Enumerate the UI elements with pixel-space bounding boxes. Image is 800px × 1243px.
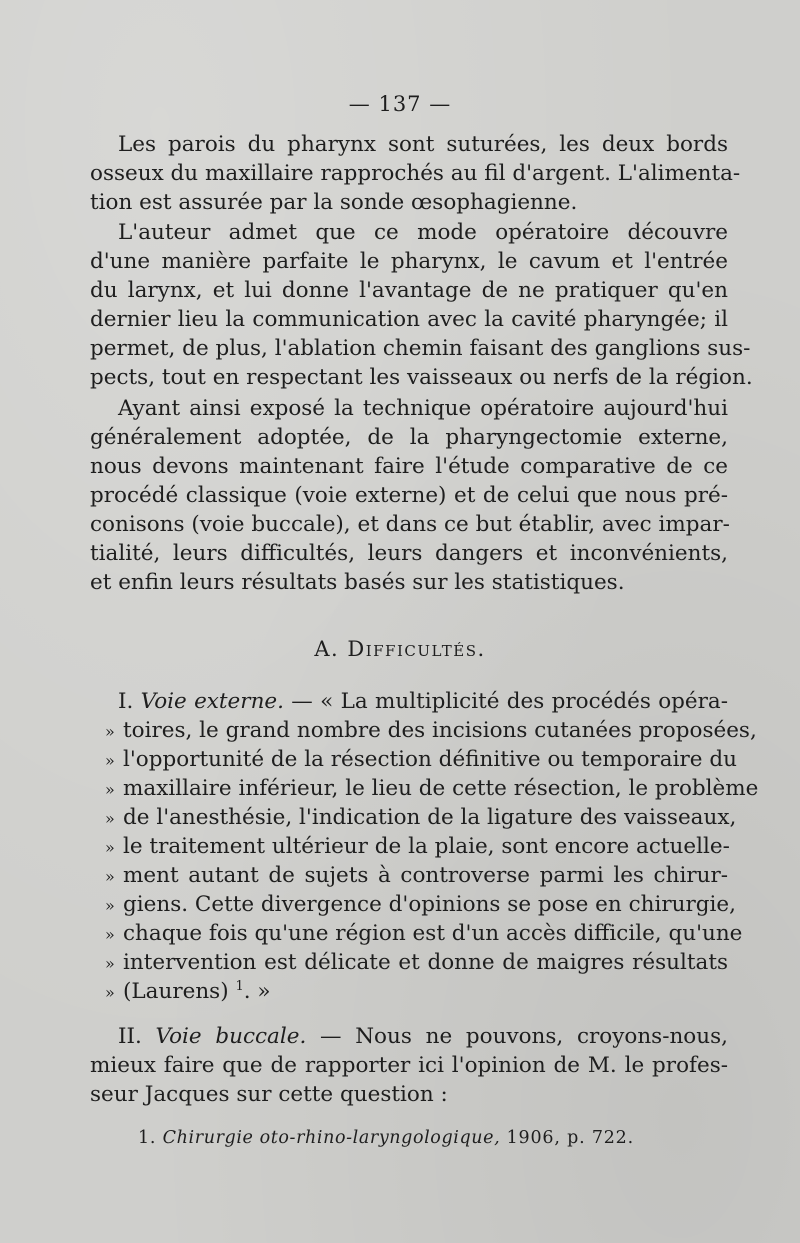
section-number: I. bbox=[118, 689, 134, 714]
quote-marker: » bbox=[105, 983, 115, 1002]
quote-line bbox=[105, 803, 737, 833]
text-line: du larynx, et lui donne l'avantage de ne pratiquer qu'en bbox=[90, 278, 728, 303]
page-number: — 137 — bbox=[348, 92, 452, 116]
text-fragment: intervention est délicate et donne de maigres résultats bbox=[123, 950, 728, 975]
closing-quote: . » bbox=[243, 979, 271, 1004]
footnote bbox=[138, 1128, 634, 1148]
section-title: Voie externe. bbox=[140, 689, 284, 714]
text-fragment: chaque fois qu'une région est d'un accès difficile, qu'une bbox=[123, 921, 743, 946]
text-line: nous devons maintenant faire l'étude comparative de ce bbox=[90, 454, 728, 479]
section-number: II. bbox=[118, 1024, 142, 1049]
text-fragment: maxillaire inférieur, le lieu de cette résection, le problème bbox=[123, 776, 759, 801]
footnote-details: 1906, p. 722. bbox=[506, 1128, 634, 1148]
text-fragment: La multiplicité des procédés opéra- bbox=[340, 689, 728, 714]
text-fragment: giens. Cette divergence d'opinions se pose en chirurgie, bbox=[123, 892, 736, 917]
quote-marker: » bbox=[105, 925, 115, 944]
quote-line bbox=[105, 861, 728, 891]
text-line: conisons (voie buccale), et dans ce but établir, avec impar- bbox=[90, 512, 730, 537]
text-line: osseux du maxillaire rapprochés au fil d'argent. L'alimenta- bbox=[90, 161, 741, 186]
quote-line bbox=[105, 948, 728, 978]
quote-marker: » bbox=[105, 809, 115, 828]
quote-marker: » bbox=[105, 896, 115, 915]
text-line: L'auteur admet que ce mode opératoire découvre bbox=[118, 220, 728, 245]
quote-marker: » bbox=[105, 722, 115, 741]
footnote-reference: 1 bbox=[235, 978, 244, 994]
text-line: Les parois du pharynx sont suturées, les deux bords bbox=[118, 132, 728, 157]
section-title: Voie buccale. bbox=[155, 1024, 307, 1049]
text-fragment: toires, le grand nombre des incisions cutanées proposées, bbox=[123, 718, 757, 743]
quote-line bbox=[105, 774, 759, 804]
citation-author: (Laurens) bbox=[123, 979, 229, 1004]
dash-quote: — « bbox=[291, 689, 334, 714]
footnote-title: Chirurgie oto-rhino-laryngologique, bbox=[162, 1128, 501, 1148]
voie-buccale-first-line bbox=[90, 1022, 728, 1052]
text-fragment: ment autant de sujets à controverse parmi les chirur- bbox=[123, 863, 728, 888]
text-line: pects, tout en respectant les vaisseaux ou nerfs de la région. bbox=[90, 365, 753, 390]
text-line: et enfin leurs résultats basés sur les statistiques. bbox=[90, 570, 625, 595]
voie-externe-first-line bbox=[90, 687, 728, 717]
text-line: tion est assurée par la sonde œsophagienne. bbox=[90, 190, 578, 215]
text-fragment: de l'anesthésie, l'indication de la ligature des vaisseaux, bbox=[123, 805, 737, 830]
section-heading: A. Difficultés. bbox=[314, 637, 486, 661]
text-line: d'une manière parfaite le pharynx, le cavum et l'entrée bbox=[90, 249, 728, 274]
text-line: procédé classique (voie externe) et de celui que nous pré- bbox=[90, 483, 728, 508]
quote-marker: » bbox=[105, 954, 115, 973]
quote-line bbox=[105, 716, 757, 746]
quote-line bbox=[105, 745, 737, 775]
quote-marker: » bbox=[105, 751, 115, 770]
text-line: généralement adoptée, de la pharyngectomie externe, bbox=[90, 425, 728, 450]
text-fragment: le traitement ultérieur de la plaie, sont encore actuelle- bbox=[123, 834, 730, 859]
text-fragment: l'opportunité de la résection définitive ou temporaire du bbox=[123, 747, 737, 772]
text-line: tialité, leurs difficultés, leurs dangers et inconvénients, bbox=[90, 541, 728, 566]
quote-marker: » bbox=[105, 780, 115, 799]
text-line: Ayant ainsi exposé la technique opératoire aujourd'hui bbox=[118, 396, 728, 421]
quote-line bbox=[105, 890, 736, 920]
quote-line bbox=[105, 919, 743, 949]
quote-line bbox=[105, 832, 728, 862]
text-line: seur Jacques sur cette question : bbox=[90, 1082, 448, 1107]
text-line: mieux faire que de rapporter ici l'opinion de M. le profes- bbox=[90, 1053, 728, 1078]
text-line: dernier lieu la communication avec la cavité pharyngée; il bbox=[90, 307, 728, 332]
text-line: permet, de plus, l'ablation chemin faisant des ganglions sus- bbox=[90, 336, 751, 361]
quote-line bbox=[105, 977, 728, 1007]
quote-marker: » bbox=[105, 838, 115, 857]
text-fragment: — Nous ne pouvons, croyons-nous, bbox=[320, 1024, 728, 1049]
quote-marker: » bbox=[105, 867, 115, 886]
footnote-number: 1. bbox=[138, 1128, 157, 1148]
